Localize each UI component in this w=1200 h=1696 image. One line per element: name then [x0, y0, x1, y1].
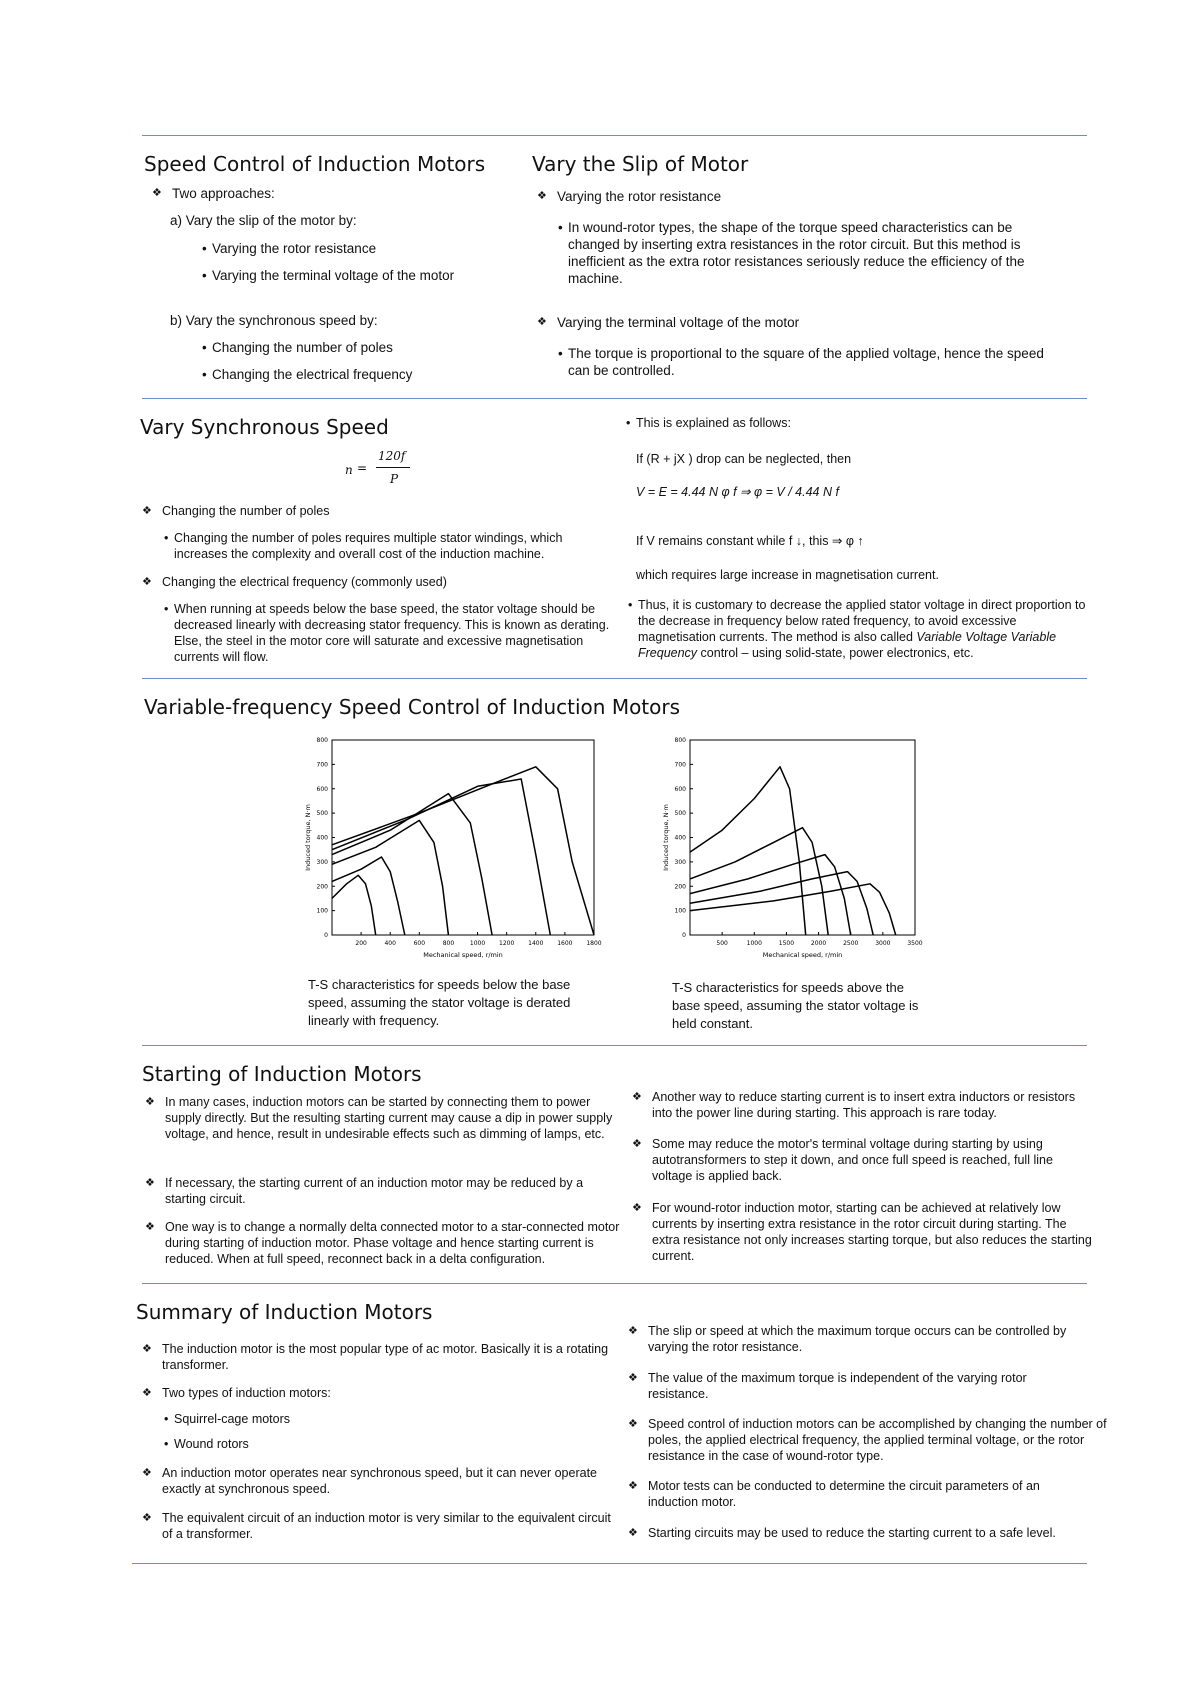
- slide-title-variable-frequency: Variable-frequency Speed Control of Induction Motors: [144, 695, 681, 719]
- x-tick-label: 3500: [907, 940, 923, 947]
- list-item: • Varying the terminal voltage of the motor: [212, 267, 454, 284]
- y-tick-label: 200: [316, 883, 328, 891]
- formula-bar: [376, 467, 410, 468]
- rule: [142, 1283, 1087, 1284]
- bullet: ❖ The equivalent circuit of an induction motor is very similar to the equivalent circuit of a transformer.: [162, 1510, 612, 1542]
- y-tick-label: 300: [674, 858, 686, 866]
- y-tick-label: 700: [316, 761, 328, 769]
- formula-equals: =: [357, 461, 368, 475]
- y-tick-label: 800: [316, 737, 328, 744]
- paragraph: • Changing the number of poles requires multiple stator windings, which increases the complexity and overall cost of the induction machine.: [174, 530, 594, 562]
- x-axis-label: Mechanical speed, r/min: [762, 951, 843, 959]
- slide-title-starting: Starting of Induction Motors: [142, 1062, 422, 1086]
- bullet: ❖ The value of the maximum torque is independent of the varying rotor resistance.: [648, 1370, 1068, 1402]
- bullet: ❖ Two types of induction motors:: [162, 1385, 331, 1401]
- y-axis-label: Induced torque, N·m: [304, 804, 312, 871]
- slide-title-summary: Summary of Induction Motors: [136, 1300, 433, 1324]
- x-tick-label: 3000: [875, 940, 891, 947]
- y-tick-label: 100: [674, 907, 686, 915]
- x-tick-label: 600: [413, 940, 426, 947]
- bullet: ❖ Varying the rotor resistance: [557, 188, 721, 205]
- equation-line: If V remains constant while f ↓, this ⇒ φ ↑: [636, 534, 864, 548]
- bullet: ❖ If necessary, the starting current of an induction motor may be reduced by a starting circuit.: [165, 1175, 620, 1207]
- formula-lhs: n: [345, 463, 353, 477]
- bullet: ❖ Some may reduce the motor's terminal voltage during starting by using autotransformers to step it down, and once full speed is reached, full line voltage is applied back.: [652, 1136, 1082, 1184]
- list-item: a) Vary the slip of the motor by:: [170, 213, 357, 228]
- x-tick-label: 2500: [843, 940, 859, 947]
- bullet: ❖ Another way to reduce starting current is to insert extra inductors or resistors into the power line during starting. This approach is rare today.: [652, 1089, 1092, 1121]
- bullet: ❖ Changing the number of poles: [162, 503, 329, 519]
- series-line-f2: [690, 828, 828, 935]
- x-tick-label: 400: [384, 940, 396, 947]
- y-tick-label: 400: [316, 834, 328, 842]
- list-item: b) Vary the synchronous speed by:: [170, 313, 378, 328]
- text: Thus, it is customary to decrease the applied stator voltage in direct proportion to the decrease in frequency below rated frequency, to avoid excessive magnetisation currents. The method is also called: [638, 598, 1086, 644]
- equation-line: If (R + jX ) drop can be neglected, then: [636, 452, 852, 466]
- series-line-f3: [332, 820, 448, 935]
- paragraph: • When running at speeds below the base speed, the stator voltage should be decreased linearly with decreasing stator frequency. This is known as derating. Else, the steel in the motor core will saturate and excessive magnetisation currents will flow.: [174, 601, 614, 665]
- bullet: ❖ In many cases, induction motors can be started by connecting them to power supply directly. But the resulting starting current may cause a dip in power supply voltage, and hence, result in undesirable effects such as dimming of lamps, etc.: [165, 1094, 620, 1142]
- paragraph: • This is explained as follows:: [636, 415, 791, 431]
- bullet: ❖ One way is to change a normally delta connected motor to a star-connected motor during starting of induction motor. Phase voltage and hence starting current is reduced. When at full speed, reconnect back in a delta configuration.: [165, 1219, 635, 1267]
- list-item: • Wound rotors: [174, 1436, 249, 1452]
- bullet: ❖ Starting circuits may be used to reduce the starting current to a safe level.: [648, 1525, 1098, 1541]
- bullet: ❖ Two approaches:: [172, 185, 275, 202]
- x-tick-label: 500: [716, 940, 728, 947]
- list-item: • Varying the rotor resistance: [212, 240, 376, 257]
- torque-speed-chart-above-base: [650, 730, 930, 975]
- rule: [142, 135, 1087, 136]
- slide-title-vary-slip: Vary the Slip of Motor: [532, 152, 749, 176]
- series-line-f1: [332, 875, 376, 935]
- x-tick-label: 1000: [746, 940, 762, 947]
- equation-line: V = E = 4.44 N φ f ⇒ φ = V / 4.44 N f: [636, 485, 839, 499]
- chart-caption: T-S characteristics for speeds below the base speed, assuming the stator voltage is derated linearly with frequency.: [308, 977, 571, 1028]
- x-tick-label: 1500: [778, 940, 795, 947]
- x-tick-label: 1200: [499, 940, 515, 947]
- list-item: • Changing the number of poles: [212, 339, 393, 356]
- y-tick-label: 0: [682, 932, 686, 939]
- x-tick-label: 200: [355, 940, 367, 947]
- y-tick-label: 700: [674, 761, 686, 769]
- rule: [142, 678, 1087, 679]
- y-tick-label: 400: [674, 834, 686, 842]
- paragraph: [638, 597, 1088, 661]
- x-tick-label: 1000: [469, 940, 486, 947]
- y-axis-label: Induced torque, N·m: [662, 804, 670, 871]
- slide-title-vary-synchronous: Vary Synchronous Speed: [140, 415, 389, 439]
- y-tick-label: 500: [674, 810, 686, 818]
- bullet: ❖ The induction motor is the most popular type of ac motor. Basically it is a rotating transformer.: [162, 1341, 612, 1373]
- x-tick-label: 2000: [810, 940, 827, 947]
- list-item: • Squirrel-cage motors: [174, 1411, 290, 1427]
- y-tick-label: 500: [316, 810, 328, 818]
- bullet: ❖ Motor tests can be conducted to determine the circuit parameters of an induction motor.: [648, 1478, 1088, 1510]
- bullet: ❖ Changing the electrical frequency (commonly used): [162, 574, 447, 590]
- text: control – using solid-state, power electronics, etc.: [697, 646, 974, 660]
- slide-title-speed-control: Speed Control of Induction Motors: [144, 152, 486, 176]
- text-emphasis: Variable Voltage Variable Frequency: [638, 630, 1057, 660]
- rule: [142, 1045, 1087, 1046]
- series-line-f4: [332, 794, 492, 935]
- rule: [132, 1563, 1087, 1564]
- list-item: • Changing the electrical frequency: [212, 366, 412, 383]
- x-tick-label: 1400: [528, 940, 544, 947]
- paragraph: • In wound-rotor types, the shape of the torque speed characteristics can be changed by inserting extra resistances in the rotor circuit. But this method is inefficient as the extra rotor resistances seriously reduce the efficiency of the machine.: [568, 219, 1058, 287]
- bullet: ❖ An induction motor operates near synchronous speed, but it can never operate exactly at synchronous speed.: [162, 1465, 622, 1497]
- rule: [142, 398, 1087, 399]
- paragraph: which requires large increase in magnetisation current.: [636, 568, 939, 582]
- formula-numerator: 120f: [378, 449, 406, 463]
- bullet: ❖ For wound-rotor induction motor, starting can be achieved at relatively low currents by inserting extra resistance in the rotor circuit during starting. The extra resistance not only increases starting torque, but also reduces the starting current.: [652, 1200, 1092, 1264]
- x-tick-label: 1800: [586, 940, 602, 947]
- y-tick-label: 300: [316, 858, 328, 866]
- y-tick-label: 800: [674, 737, 686, 744]
- series-line-f5: [690, 884, 896, 935]
- y-tick-label: 600: [674, 785, 686, 793]
- x-axis-label: Mechanical speed, r/min: [423, 951, 503, 959]
- y-tick-label: 600: [316, 785, 328, 793]
- y-tick-label: 100: [316, 907, 328, 915]
- y-tick-label: 0: [324, 932, 328, 939]
- series-line-f5: [332, 779, 550, 935]
- x-tick-label: 1600: [557, 940, 573, 947]
- bullet: ❖ The slip or speed at which the maximum torque occurs can be controlled by varying the rotor resistance.: [648, 1323, 1098, 1355]
- bullet: ❖ Speed control of induction motors can be accomplished by changing the number of poles, the applied electrical frequency, the applied terminal voltage, or the rotor resistance in the case of wound-rotor type.: [648, 1416, 1118, 1464]
- formula-denominator: P: [390, 472, 399, 486]
- torque-speed-chart-below-base: [290, 730, 610, 975]
- x-tick-label: 800: [442, 940, 455, 947]
- series-line-f1: [690, 767, 806, 935]
- paragraph: • The torque is proportional to the square of the applied voltage, hence the speed can be controlled.: [568, 345, 1048, 379]
- y-tick-label: 200: [674, 883, 686, 891]
- bullet: ❖ Varying the terminal voltage of the motor: [557, 314, 799, 331]
- chart-caption: T-S characteristics for speeds above the base speed, assuming the stator voltage is held constant.: [672, 980, 919, 1031]
